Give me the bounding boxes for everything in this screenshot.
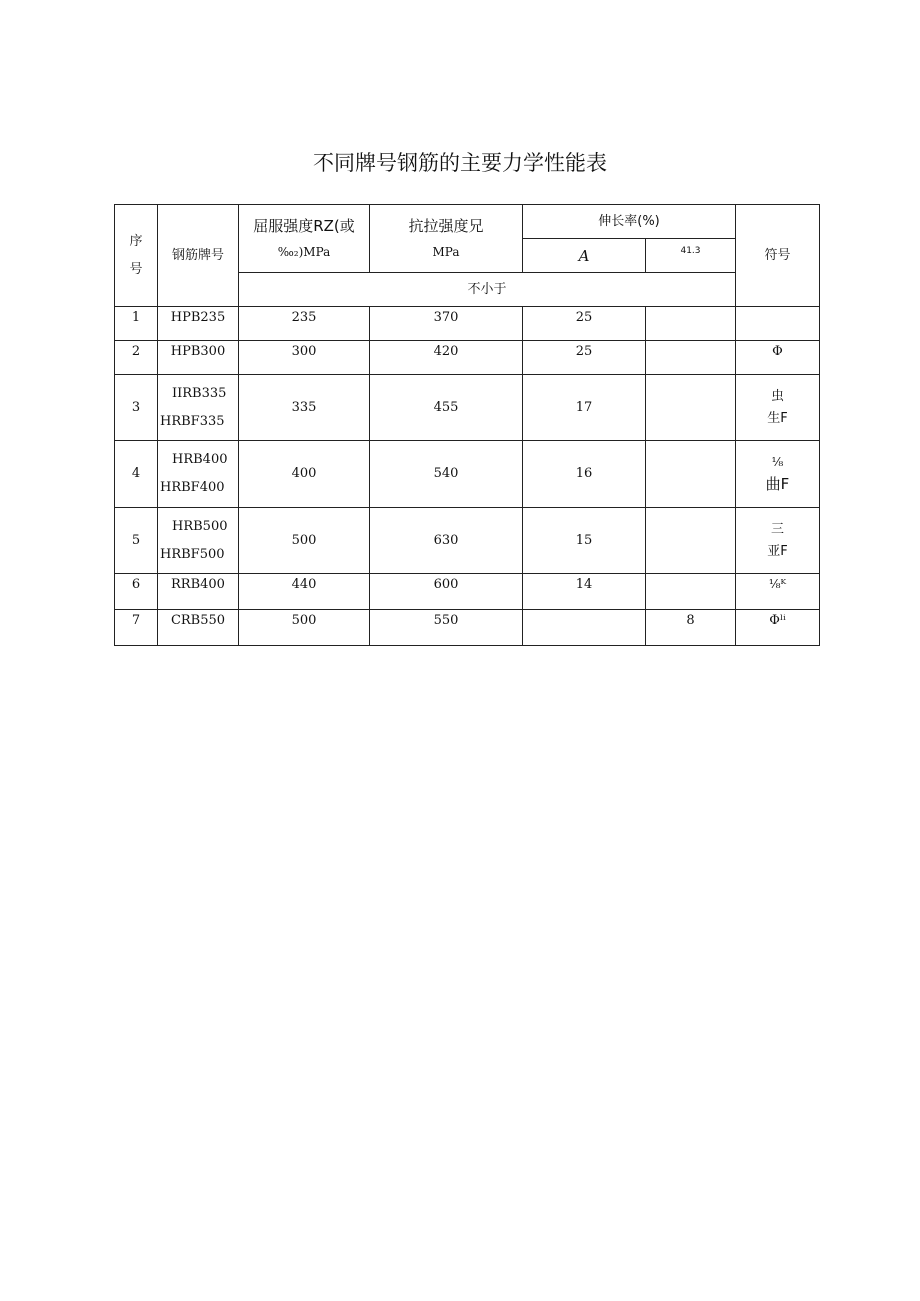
cell-symbol-line1: 三: [770, 521, 784, 537]
mechanical-properties-table: [114, 204, 820, 646]
cell-symbol: Φˡⁱ: [736, 610, 820, 646]
header-seq-line2: 号: [129, 261, 143, 277]
cell-symbol: [736, 441, 820, 508]
cell-yield: 235: [239, 307, 370, 341]
table-row: [115, 341, 820, 375]
table-row: [115, 610, 820, 646]
cell-yield: 335: [239, 375, 370, 441]
cell-seq: 5: [115, 508, 158, 574]
cell-tensile: 540: [370, 441, 523, 508]
cell-symbol: [736, 508, 820, 574]
cell-grade-line1: HRB400: [172, 452, 228, 468]
cell-yield: 300: [239, 341, 370, 375]
cell-seq: 3: [115, 375, 158, 441]
cell-symbol: Φ: [736, 341, 820, 375]
header-grade-label: 钢筋牌号: [171, 247, 224, 263]
cell-grade: [158, 375, 239, 441]
header-seq: [115, 205, 158, 307]
header-symbol: 符号: [736, 205, 820, 307]
table-row: [115, 508, 820, 574]
header-tensile-line1: 抗拉强度兄: [408, 217, 484, 236]
cell-elong-a: 14: [523, 574, 646, 610]
header-yield-line2: ‰₂)MPa: [277, 245, 331, 260]
cell-seq: 7: [115, 610, 158, 646]
cell-yield: 500: [239, 610, 370, 646]
cell-elong-a: 16: [523, 441, 646, 508]
cell-tensile: 455: [370, 375, 523, 441]
cell-seq: 2: [115, 341, 158, 375]
header-row-1: [115, 205, 820, 239]
cell-grade-line2: HRBF400: [160, 480, 225, 495]
header-yield-line1: 屈服强度RZ(或: [253, 217, 355, 236]
cell-elong-a2: [646, 508, 736, 574]
cell-grade: [158, 441, 239, 508]
header-elong-a2: [646, 239, 736, 273]
cell-seq: 6: [115, 574, 158, 610]
cell-seq: 1: [115, 307, 158, 341]
cell-symbol-line2: 曲F: [765, 475, 790, 494]
cell-grade: RRB400: [158, 574, 239, 610]
cell-grade-line1: HRB500: [172, 518, 228, 534]
cell-tensile: 600: [370, 574, 523, 610]
header-yield: [239, 205, 370, 273]
cell-elong-a: 15: [523, 508, 646, 574]
header-seq-line1: 序: [129, 233, 143, 249]
cell-symbol: [736, 307, 820, 341]
header-elongation: 伸长率(%): [523, 205, 736, 239]
cell-grade: HPB235: [158, 307, 239, 341]
cell-seq: 4: [115, 441, 158, 508]
cell-elong-a2: [646, 375, 736, 441]
cell-grade: CRB550: [158, 610, 239, 646]
cell-grade-line1: IIRB335: [172, 385, 227, 401]
cell-grade-line2: HRBF500: [160, 546, 225, 562]
table-row: [115, 307, 820, 341]
cell-elong-a: 25: [523, 341, 646, 375]
cell-elong-a2: [646, 441, 736, 508]
cell-elong-a2: [646, 307, 736, 341]
cell-symbol: [736, 375, 820, 441]
table-row: [115, 574, 820, 610]
header-tensile-line2: MPa: [432, 245, 460, 260]
cell-tensile: 370: [370, 307, 523, 341]
cell-grade-line2: HRBF335: [160, 413, 225, 429]
cell-tensile: 550: [370, 610, 523, 646]
page-title: 不同牌号钢筋的主要力学性能表: [313, 151, 607, 175]
cell-grade: [158, 508, 239, 574]
cell-symbol-line1: ⅛: [771, 454, 784, 469]
cell-elong-a: [523, 610, 646, 646]
cell-tensile: 420: [370, 341, 523, 375]
table-row: [115, 375, 820, 441]
cell-yield: 400: [239, 441, 370, 508]
cell-elong-a2: 8: [646, 610, 736, 646]
cell-elong-a2: [646, 341, 736, 375]
cell-elong-a: 25: [523, 307, 646, 341]
table-row: [115, 441, 820, 508]
cell-symbol-line2: 生F: [767, 410, 788, 426]
header-elong-a: A: [523, 239, 646, 273]
cell-symbol: ⅛ᴷ: [736, 574, 820, 610]
cell-elong-a2: [646, 574, 736, 610]
cell-yield: 500: [239, 508, 370, 574]
header-elong-a2-label: 41.3: [680, 246, 701, 256]
cell-symbol-line1: 虫: [770, 388, 784, 404]
cell-yield: 440: [239, 574, 370, 610]
cell-symbol-line2: 亚F: [767, 543, 788, 559]
header-tensile: [370, 205, 523, 273]
cell-tensile: 630: [370, 508, 523, 574]
header-min-note: 不小于: [239, 273, 736, 307]
cell-grade: HPB300: [158, 341, 239, 375]
header-grade: [158, 205, 239, 307]
cell-elong-a: 17: [523, 375, 646, 441]
